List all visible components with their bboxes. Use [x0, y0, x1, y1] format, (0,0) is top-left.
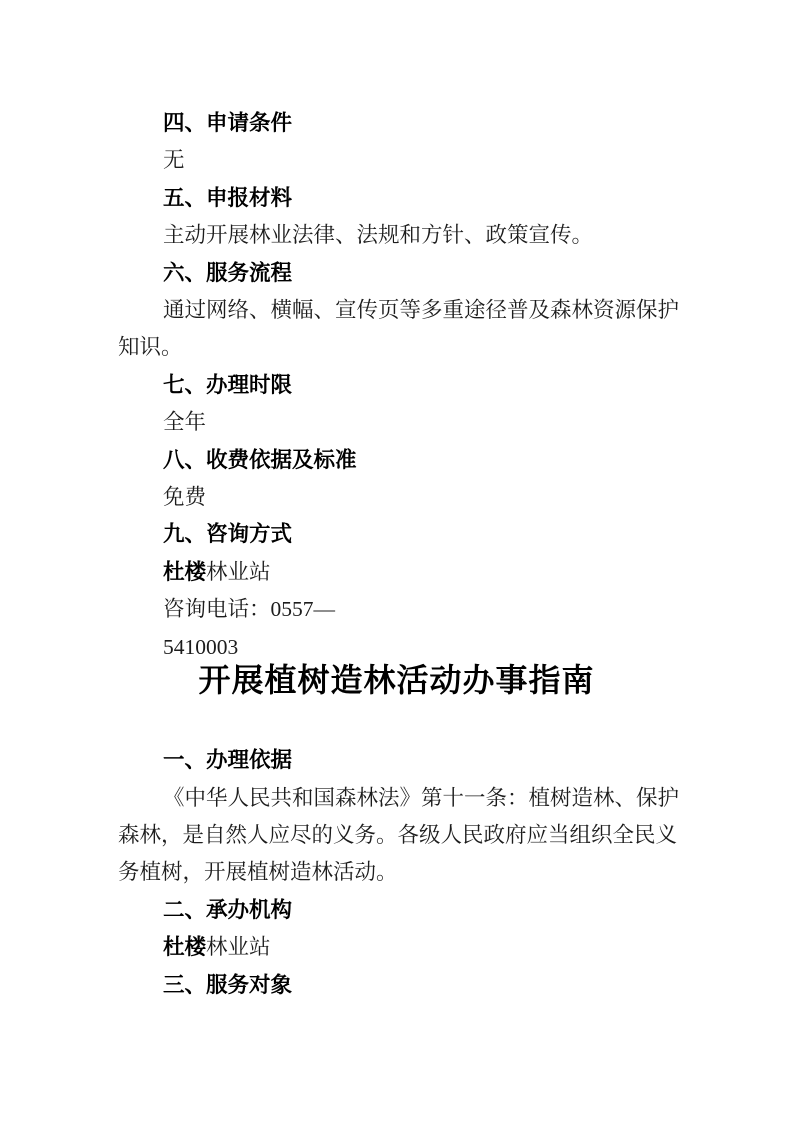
org-name-bold: 杜楼	[163, 559, 207, 584]
section-heading-4-application-conditions: 四、申请条件	[163, 111, 293, 135]
org-name-rest: 林业站	[206, 559, 271, 584]
org-name-rest-2: 林业站	[206, 935, 271, 960]
section-heading-7-processing-time: 七、办理时限	[163, 372, 293, 397]
section-heading-3-service-target: 三、服务对象	[163, 972, 293, 997]
paragraph-process-line-2: 知识。	[118, 335, 183, 360]
org-line-2	[0, 929, 793, 966]
section-heading-5-application-materials: 五、申报材料	[163, 185, 293, 210]
section-heading-9-consultation: 九、咨询方式	[163, 522, 293, 547]
phone-line-1: 咨询电话：0557—	[163, 597, 336, 622]
section-heading-1-legal-basis: 一、办理依据	[163, 748, 293, 773]
guide-title: 开展植树造林活动办事指南	[198, 662, 595, 699]
org-line	[0, 554, 793, 591]
paragraph-none: 无	[163, 148, 185, 173]
paragraph-materials: 主动开展林业法律、法规和方针、政策宣传。	[163, 223, 594, 248]
paragraph-free: 免费	[163, 485, 207, 510]
paragraph-all-year: 全年	[163, 410, 207, 435]
paragraph-legal-line-1: 《中华人民共和国森林法》第十一条：植树造林、保护	[163, 785, 680, 810]
phone-line-2: 5410003	[163, 634, 239, 659]
paragraph-legal-line-3: 务植树，开展植树造林活动。	[118, 860, 398, 885]
org-name-bold-2: 杜楼	[163, 935, 207, 960]
section-heading-8-fee-basis: 八、收费依据及标准	[163, 447, 357, 472]
paragraph-process-line-1: 通过网络、横幅、宣传页等多重途径普及森林资源保护	[163, 298, 680, 323]
section-heading-2-undertaking-agency: 二、承办机构	[163, 897, 293, 922]
section-heading-6-service-process: 六、服务流程	[163, 260, 293, 285]
paragraph-legal-line-2: 森林，是自然人应尽的义务。各级人民政府应当组织全民义	[118, 822, 678, 847]
